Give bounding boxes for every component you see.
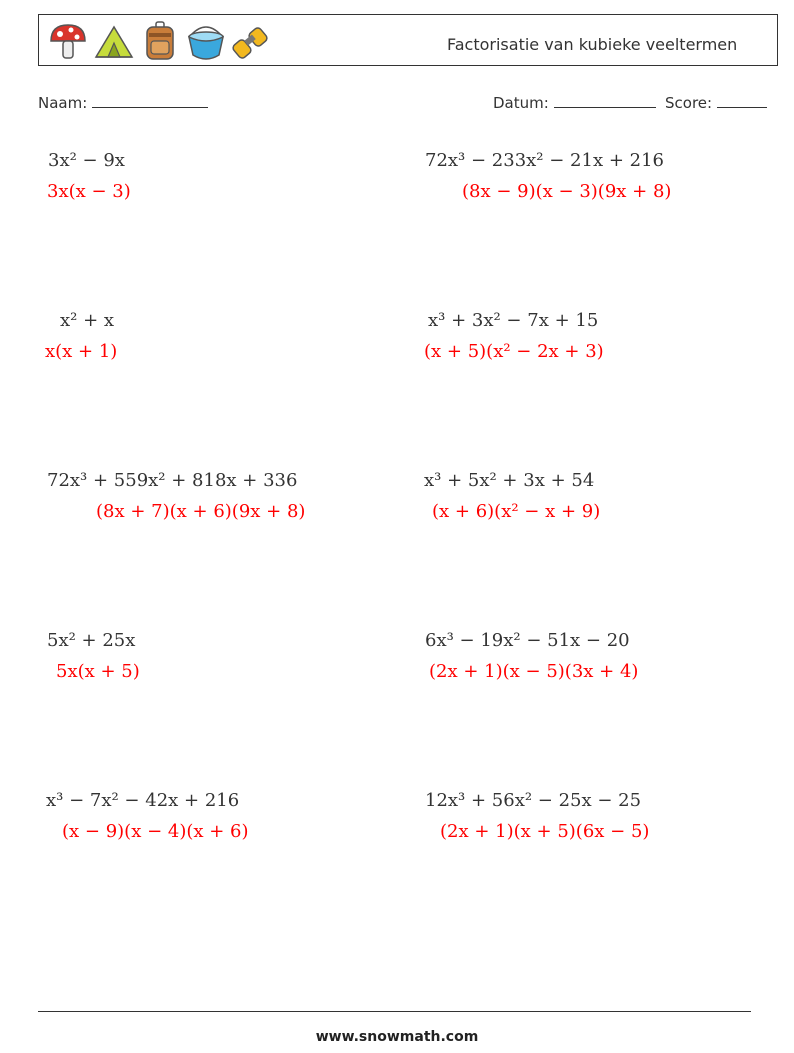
problem-question: x³ + 5x² + 3x + 54 (424, 470, 595, 491)
mushroom-icon (47, 19, 89, 63)
problem-question: 12x³ + 56x² − 25x − 25 (425, 790, 642, 811)
backpack-icon (139, 19, 181, 63)
problem-question: 72x³ + 559x² + 818x + 336 (47, 470, 298, 491)
score-label: Score: (665, 94, 713, 112)
problem-answer: (x + 6)(x² − x + 9) (432, 501, 601, 522)
date-field (493, 93, 656, 112)
score-field (665, 93, 767, 112)
problem-answer: (8x − 9)(x − 3)(9x + 8) (462, 181, 672, 202)
tent-icon (93, 19, 135, 63)
problem-question: 5x² + 25x (47, 630, 136, 651)
footer-url[interactable]: www.snowmath.com (315, 1029, 479, 1045)
problem-answer: 5x(x + 5) (56, 661, 140, 682)
problem-answer: 3x(x − 3) (47, 181, 131, 202)
problem-answer: x(x + 1) (45, 341, 118, 362)
binoculars-icon (231, 19, 273, 63)
date-label: Datum: (493, 94, 549, 112)
problem-answer: (2x + 1)(x + 5)(6x − 5) (440, 821, 650, 842)
name-field (38, 93, 208, 112)
problem-answer: (2x + 1)(x − 5)(3x + 4) (429, 661, 639, 682)
problem-question: 3x² − 9x (48, 150, 125, 171)
date-line[interactable] (554, 93, 656, 108)
bucket-icon (185, 19, 227, 63)
problem-question: 6x³ − 19x² − 51x − 20 (425, 630, 630, 651)
header-icons (47, 19, 273, 63)
problem-question: 72x³ − 233x² − 21x + 216 (425, 150, 664, 171)
problem-question: x² + x (60, 310, 115, 331)
problem-question: x³ − 7x² − 42x + 216 (46, 790, 240, 811)
name-line[interactable] (92, 93, 208, 108)
problem-question: x³ + 3x² − 7x + 15 (428, 310, 599, 331)
name-label: Naam: (38, 94, 88, 112)
score-line[interactable] (717, 93, 767, 108)
worksheet-header (38, 14, 778, 66)
problem-answer: (x + 5)(x² − 2x + 3) (424, 341, 604, 362)
problem-answer: (8x + 7)(x + 6)(9x + 8) (96, 501, 306, 522)
footer-divider (38, 1011, 751, 1012)
worksheet-title: Factorisatie van kubieke veeltermen (447, 35, 738, 54)
problem-answer: (x − 9)(x − 4)(x + 6) (62, 821, 249, 842)
